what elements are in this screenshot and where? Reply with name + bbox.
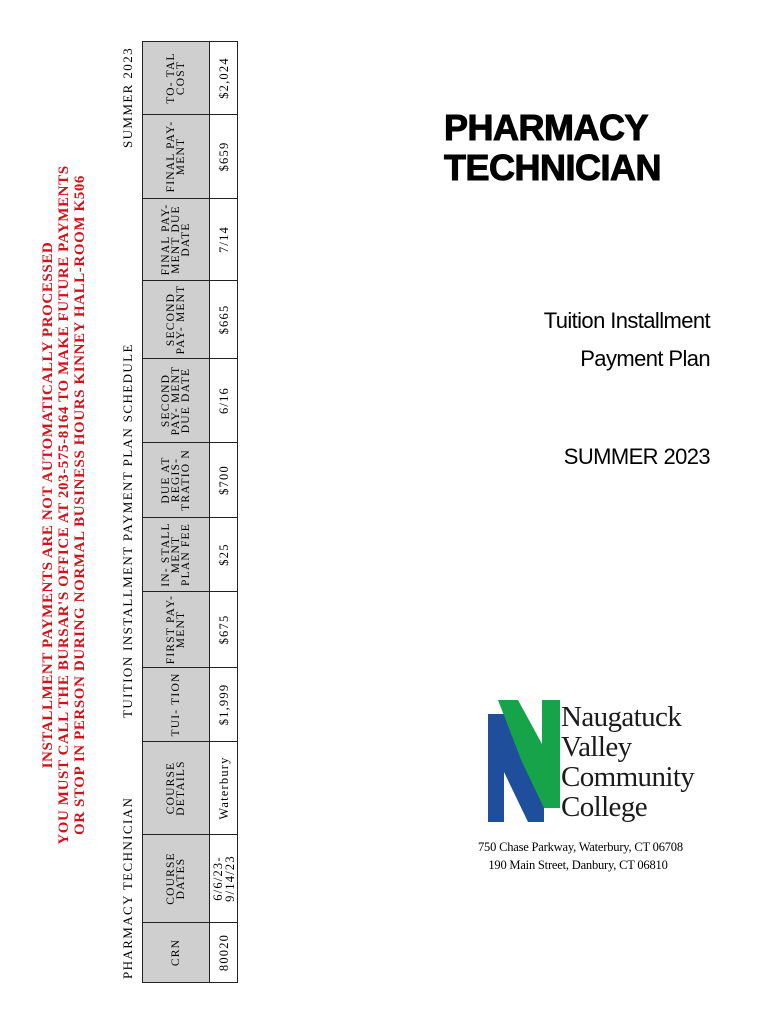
college-name-line-3: Community	[561, 761, 695, 793]
cell-first-payment: $675	[210, 592, 238, 668]
table-row	[210, 42, 238, 983]
notice-line-3: OR STOP IN PERSON DURING NORMAL BUSINESS HOURS KINNEY HALL-ROOM K506	[72, 174, 88, 836]
subtitle-line-2: Payment Plan	[580, 346, 710, 371]
header-final-payment: FINAL PAY- MENT	[143, 115, 210, 199]
cell-crn: 80020	[210, 923, 238, 983]
schedule-term: SUMMER 2023	[120, 47, 135, 148]
header-total-cost: TO- TAL COST	[143, 42, 210, 115]
schedule-header-row	[143, 42, 210, 983]
notice-line-2: YOU MUST CALL THE BURSAR'S OFFICE AT 203-575-8164 TO MAKE FUTURE PAYMENTS	[56, 165, 72, 845]
cell-due-at-registration: $700	[210, 443, 238, 518]
cell-total-cost: $2,024	[210, 42, 238, 115]
page-title	[444, 108, 661, 188]
college-name-line-2: Valley	[561, 731, 632, 763]
header-due-at-registration: DUE AT REGIS- TRATIO N	[143, 443, 210, 518]
cell-second-payment-due-date: 6/16	[210, 359, 238, 443]
schedule-program: PHARMACY TECHNICIAN	[120, 796, 135, 979]
header-crn: CRN	[143, 923, 210, 983]
notice-line-1: INSTALLMENT PAYMENTS ARE NOT AUTOMATICALLY PROCESSED	[40, 241, 56, 769]
college-name-line-4: College	[561, 791, 648, 823]
header-first-payment: FIRST PAY- MENT	[143, 592, 210, 668]
title-line-1: PHARMACY	[444, 107, 649, 148]
cell-tuition: $1,999	[210, 668, 238, 742]
schedule-caption	[112, 43, 142, 983]
header-course-dates: COURSE DATES	[143, 835, 210, 923]
college-logo-icon	[488, 700, 560, 822]
title-line-2: TECHNICIAN	[444, 147, 661, 188]
cell-final-payment: $659	[210, 115, 238, 199]
cell-course-details: Waterbury	[210, 742, 238, 835]
schedule-table	[142, 41, 238, 983]
header-second-payment: SECOND PAY- MENT	[143, 281, 210, 359]
schedule-title: TUITION INSTALLMENT PAYMENT PLAN SCHEDULE	[120, 343, 135, 718]
cell-course-dates: 6/6/23- 9/14/23	[210, 835, 238, 923]
cell-second-payment: $665	[210, 281, 238, 359]
term-label: SUMMER 2023	[563, 444, 710, 469]
payment-schedule	[112, 43, 237, 983]
college-name	[561, 702, 694, 822]
address-line-2: 190 Main Street, Danbury, CT 06810	[488, 858, 668, 872]
college-address	[478, 838, 683, 874]
college-name-line-1: Naugatuck	[561, 701, 682, 733]
header-tuition: TUI- TION	[143, 668, 210, 742]
header-course-details: COURSE DETAILS	[143, 742, 210, 835]
address-line-1: 750 Chase Parkway, Waterbury, CT 06708	[478, 840, 683, 854]
header-final-payment-due-date: FINAL PAY- MENT DUE DATE	[143, 199, 210, 281]
cell-installment-fee: $25	[210, 518, 238, 592]
header-second-payment-due-date: SECOND PAY- MENT DUE DATE	[143, 359, 210, 443]
page-subtitle	[544, 302, 710, 378]
subtitle-line-1: Tuition Installment	[543, 308, 710, 333]
cell-final-payment-due-date: 7/14	[210, 199, 238, 281]
header-installment-fee: IN- STALL MENT PLAN FEE	[143, 518, 210, 592]
